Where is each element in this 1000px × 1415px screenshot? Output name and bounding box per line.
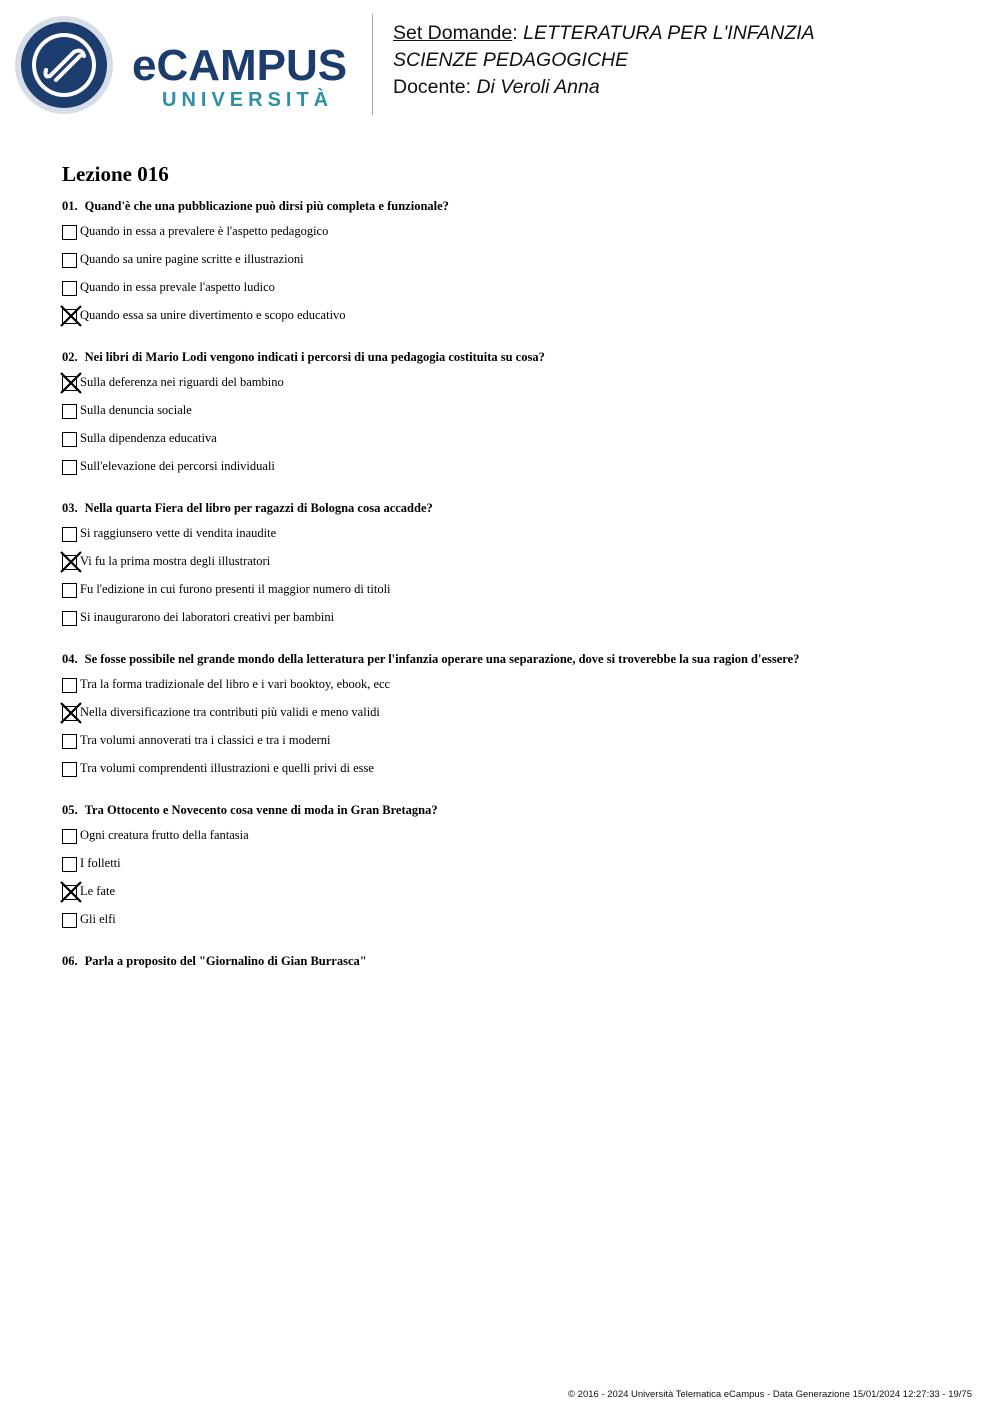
course-title: LETTERATURA PER L'INFANZIA (523, 22, 815, 44)
teacher-label: Docente: (393, 76, 477, 98)
answer-text: Sull'elevazione dei percorsi individuali (80, 459, 275, 473)
question-number: 04. (62, 652, 78, 666)
answer-text: Quando in essa prevale l'aspetto ludico (80, 280, 275, 294)
checkbox[interactable] (62, 913, 77, 928)
question-number: 01. (62, 199, 78, 213)
checkbox[interactable] (62, 734, 77, 749)
checkbox[interactable] (62, 678, 77, 693)
teacher-line (393, 74, 815, 101)
answer-option[interactable] (62, 704, 982, 732)
answer-text: Tra volumi comprendenti illustrazioni e quelli privi di esse (80, 761, 374, 775)
page-header (0, 0, 1000, 130)
set-separator: : (512, 22, 524, 44)
question-01 (62, 198, 982, 335)
checkbox[interactable] (62, 829, 77, 844)
lesson-title: Lezione 016 (62, 162, 169, 186)
question-label: Nei libri di Mario Lodi vengono indicati i percorsi di una pedagogia costituita su cosa? (84, 350, 545, 364)
answer-option[interactable] (62, 676, 982, 704)
question-number: 02. (62, 350, 78, 364)
question-number: 06. (62, 954, 78, 968)
answer-option[interactable] (62, 251, 982, 279)
question-label: Tra Ottocento e Novecento cosa venne di moda in Gran Bretagna? (84, 803, 438, 817)
answer-text: Tra la forma tradizionale del libro e i vari booktoy, ebook, ecc (80, 677, 391, 691)
answer-option[interactable] (62, 827, 982, 855)
answer-text: Fu l'edizione in cui furono presenti il maggior numero di titoli (80, 582, 391, 596)
page-footer: © 2016 - 2024 Università Telematica eCampus - Data Generazione 15/01/2024 12:27:33 - 19/75 (568, 1389, 972, 1400)
question-label: Quand'è che una pubblicazione può dirsi più completa e funzionale? (84, 199, 449, 213)
answer-option[interactable] (62, 911, 982, 939)
answer-text: Si inaugurarono dei laboratori creativi per bambini (80, 610, 335, 624)
answer-text: Sulla dipendenza educativa (80, 431, 217, 445)
question-number: 05. (62, 803, 78, 817)
question-number: 03. (62, 501, 78, 515)
set-label: Set Domande (393, 22, 513, 44)
answer-text: Ogni creatura frutto della fantasia (80, 828, 249, 842)
set-info (393, 20, 815, 101)
answer-text: Gli elfi (80, 912, 116, 926)
answer-text: Le fate (80, 884, 116, 898)
answer-option[interactable] (62, 223, 982, 251)
question-text (62, 500, 982, 516)
checkbox[interactable] (62, 583, 77, 598)
checkbox[interactable] (62, 857, 77, 872)
question-02 (62, 349, 982, 486)
answer-text: Sulla deferenza nei riguardi del bambino (80, 375, 284, 389)
answer-text: Vi fu la prima mostra degli illustratori (80, 554, 271, 568)
answer-option[interactable] (62, 553, 982, 581)
answer-text: Quando sa unire pagine scritte e illustrazioni (80, 252, 304, 266)
answer-option[interactable] (62, 855, 982, 883)
answer-option[interactable] (62, 609, 982, 637)
checkbox[interactable] (62, 460, 77, 475)
checkbox[interactable] (62, 281, 77, 296)
course-subtitle: SCIENZE PEDAGOGICHE (393, 49, 629, 71)
checkbox[interactable] (62, 404, 77, 419)
answer-text: Quando essa sa unire divertimento e scopo educativo (80, 308, 346, 322)
answer-option[interactable] (62, 307, 982, 335)
answer-option[interactable] (62, 430, 982, 458)
question-04 (62, 651, 982, 788)
question-text (62, 802, 982, 818)
question-text (62, 198, 982, 214)
checkbox[interactable] (62, 527, 77, 542)
question-label: Se fosse possibile nel grande mondo della letteratura per l'infanzia operare una separazione, dove si troverebbe la sua ragion d'essere? (84, 652, 800, 666)
answer-option[interactable] (62, 732, 982, 760)
svg-text:UNIVERSITÀ: UNIVERSITÀ (162, 89, 334, 111)
checkbox[interactable] (62, 225, 77, 240)
header-divider (372, 14, 373, 115)
question-06 (62, 953, 982, 969)
question-label: Nella quarta Fiera del libro per ragazzi di Bologna cosa accadde? (84, 501, 433, 515)
answer-option[interactable] (62, 374, 982, 402)
question-text (62, 651, 982, 667)
answer-text: Sulla denuncia sociale (80, 403, 192, 417)
answer-option[interactable] (62, 883, 982, 911)
checkbox[interactable] (62, 432, 77, 447)
ecampus-logo (14, 14, 359, 116)
answer-option[interactable] (62, 581, 982, 609)
answer-option[interactable] (62, 525, 982, 553)
answer-option[interactable] (62, 279, 982, 307)
checkbox[interactable] (62, 611, 77, 626)
answer-text: Quando in essa a prevalere è l'aspetto pedagogico (80, 224, 329, 238)
answer-text: I folletti (80, 856, 121, 870)
question-03 (62, 500, 982, 637)
answer-option[interactable] (62, 458, 982, 486)
question-text (62, 953, 982, 969)
question-text (62, 349, 982, 365)
answer-text: Tra volumi annoverati tra i classici e tra i moderni (80, 733, 331, 747)
answer-option[interactable] (62, 760, 982, 788)
checkbox[interactable] (62, 762, 77, 777)
answer-text: Si raggiunsero vette di vendita inaudite (80, 526, 277, 540)
question-05 (62, 802, 982, 939)
answer-text: Nella diversificazione tra contributi più validi e meno validi (80, 705, 380, 719)
checkbox[interactable] (62, 253, 77, 268)
question-label: Parla a proposito del "Giornalino di Gian Burrasca" (84, 954, 367, 968)
teacher-name: Di Veroli Anna (476, 76, 600, 98)
answer-option[interactable] (62, 402, 982, 430)
svg-text:eCAMPUS: eCAMPUS (132, 41, 348, 90)
set-line (393, 20, 815, 47)
